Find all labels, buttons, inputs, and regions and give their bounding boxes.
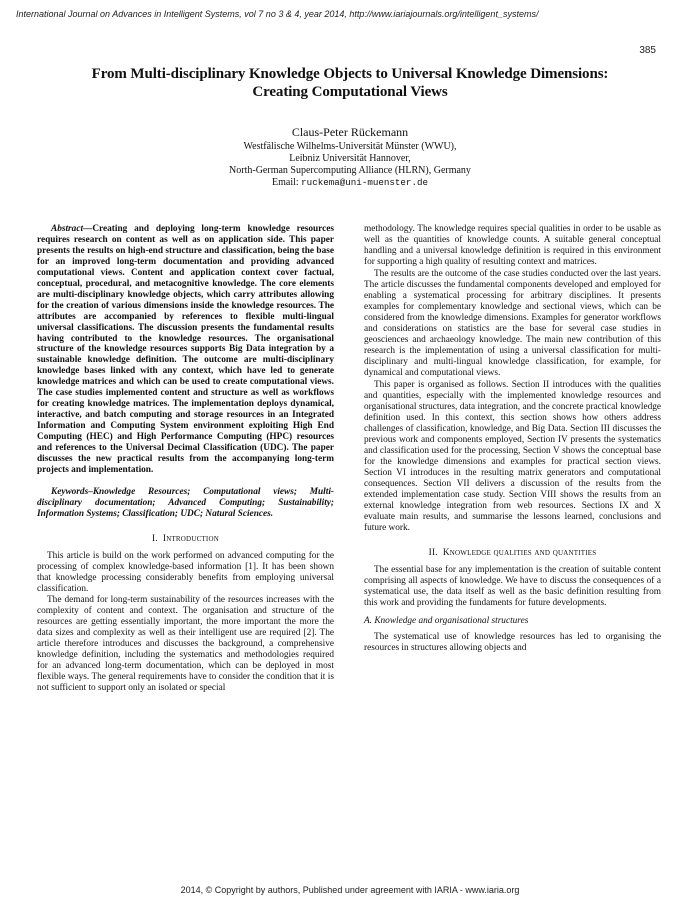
paragraph: The demand for long-term sustainability of the resources increases with the complexity of content and context. The organisation and structure of the resources are getting essentially important, the more important the more the data sizes and complexity as well as their intelligent use are required [2]. The article therefore introduces and discusses the background, a comprehensive knowledge definition, including the systematics and methodologies required for an advanced long-term documentation, which can be deployed in most flexible ways. The general requirements have to consider the condition that it is not sufficient to support only an isolated or special: [37, 594, 334, 693]
paragraph: The results are the outcome of the case studies conducted over the last years. The article discusses the fundamental components developed and employed for enabling a systematical processing for arbitrary disciplines. It presents examples for complementary knowledge and sectional views, which can be considered from the knowledge dimensions. Examples for generator workflows and considerations on statistics are the base for several case studies in geosciences and archaeology knowledge. The main new contribution of this research is the implementation of using a universal classification for multi-disciplinary and multi-lingual knowledge classification, for example, for dynamical and computational views.: [364, 269, 661, 378]
subsection-heading: A. Knowledge and organisational structures: [364, 616, 529, 626]
section-title: Introduction: [162, 533, 219, 544]
section-heading-knowledge-qualities: [364, 548, 661, 559]
paragraph: This article is build on the work performed on advanced computing for the processing of complex knowledge-based information [1]. It has been shown that knowledge processing considerably benefits from employing universal classification.: [37, 550, 334, 594]
section-number: I.: [152, 533, 158, 544]
author-name: Claus-Peter Rückemann: [291, 125, 409, 139]
left-column: [37, 224, 334, 694]
keywords: Keywords–Knowledge Resources; Computational views; Multi-disciplinary documentation; Advanced Computing; Sustainability; Information Systems; Classification; UDC; Natural Sciences.: [37, 486, 334, 519]
email-label: Email:: [272, 177, 299, 188]
section-title: Knowledge qualities and quantities: [442, 548, 597, 558]
affiliation-line: Leibniz Universität Hannover,: [289, 153, 411, 164]
title-line-1: From Multi-disciplinary Knowledge Objects to Universal Knowledge Dimensions:: [91, 66, 609, 82]
paragraph: The essential base for any implementation is the creation of suitable content comprising all aspects of knowledge. We have to discuss the consequences of a systematical use, the data itself as well as the basic definition resulting from this work and providing the fundaments for future developments.: [364, 565, 661, 608]
copyright-footer: 2014, © Copyright by authors, Published under agreement with IARIA - www.iaria.org: [180, 885, 520, 895]
email-line: [150, 177, 550, 189]
abstract-label: Abstract—: [51, 224, 93, 234]
title-line-2: Creating Computational Views: [252, 84, 448, 100]
journal-header: International Journal on Advances in Intelligent Systems, vol 7 no 3 & 4, year 2014, http://www.iariajournals.org/intelligent_systems/: [16, 9, 539, 19]
section-heading-introduction: [37, 534, 334, 545]
section-number: II.: [428, 548, 438, 558]
abstract-text: Creating and deploying long-term knowledge resources requires research on content as well as on application side. This paper presents the results on high-end structure and classification, being the base for an improved long-term documentation and providing advanced computational views. Content and application context cover factual, conceptual, procedural, and metacognitive knowledge. The core elements are multi-disciplinary knowledge objects, which carry attributes allowing for the creation of various dimensions inside the knowledge resources. The attributes are accompanied by references to flexible multi-lingual universal classifications. The discussion presents the fundamental results having contributed to the knowledge resources. The organisational structure of the knowledge resources supports Big Data integration by a sustainable knowledge definition. The outcome are multi-disciplinary knowledge bases linked with any context, which have led to generate knowledge matrices and which can be used to create computational views. The case studies implemented content and structure as well as workflows for creating knowledge matrices. The implementation deploys dynamical, interactive, and batch computing and storage resources in an Integrated Information and Computing System environment exploiting High End Computing (HEC) and High Performance Computing (HPC) resources and references to the Universal Decimal Classification (UDC). The paper discusses the new practical results from the accompanying long-term projects and implementation.: [37, 224, 334, 475]
paragraph-continued: methodology. The knowledge requires special qualities in order to be usable as well as the quantities of knowledge counts. A suitable general conceptual handling and a universal knowledge definition is required in this environment for supporting a high quality of resulting context and matrices.: [364, 224, 661, 267]
author-block: [150, 125, 550, 189]
paragraph: This paper is organised as follows. Section II introduces with the qualities and quantities, especially with the implemented knowledge resources and organisational structures, data integration, and the concrete practical knowledge definition used. In this context, this section shows how others address challenges of classification, knowledge, and Big Data. Section III discusses the previous work and components employed, Section IV presents the systematics and classification used for the processing, Section V shows the conceptual base for the knowledge dimensions and examples for practical section views. Section VI introduces in the resulting matrix generators and computational consequences. Section VII delivers a discussion of the results from the extended implementation case study. Section VIII shows the results from an external knowledge integration from web resources. Sections IX and X evaluate main results, and summarise the lessons learned, conclusions and future work.: [364, 380, 661, 533]
affiliation-line: Westfälische Wilhelms-Universität Münster (WWU),: [243, 141, 457, 152]
affiliation-line: North-German Supercomputing Alliance (HLRN), Germany: [229, 165, 471, 176]
email-address: ruckema@uni-muenster.de: [301, 177, 428, 188]
abstract: [37, 224, 334, 476]
paragraph: The systematical use of knowledge resources has led to organising the resources in structures allowing objects and: [364, 632, 661, 653]
right-column: [364, 224, 661, 654]
page-number: 385: [639, 45, 656, 56]
paper-title: [50, 65, 650, 101]
